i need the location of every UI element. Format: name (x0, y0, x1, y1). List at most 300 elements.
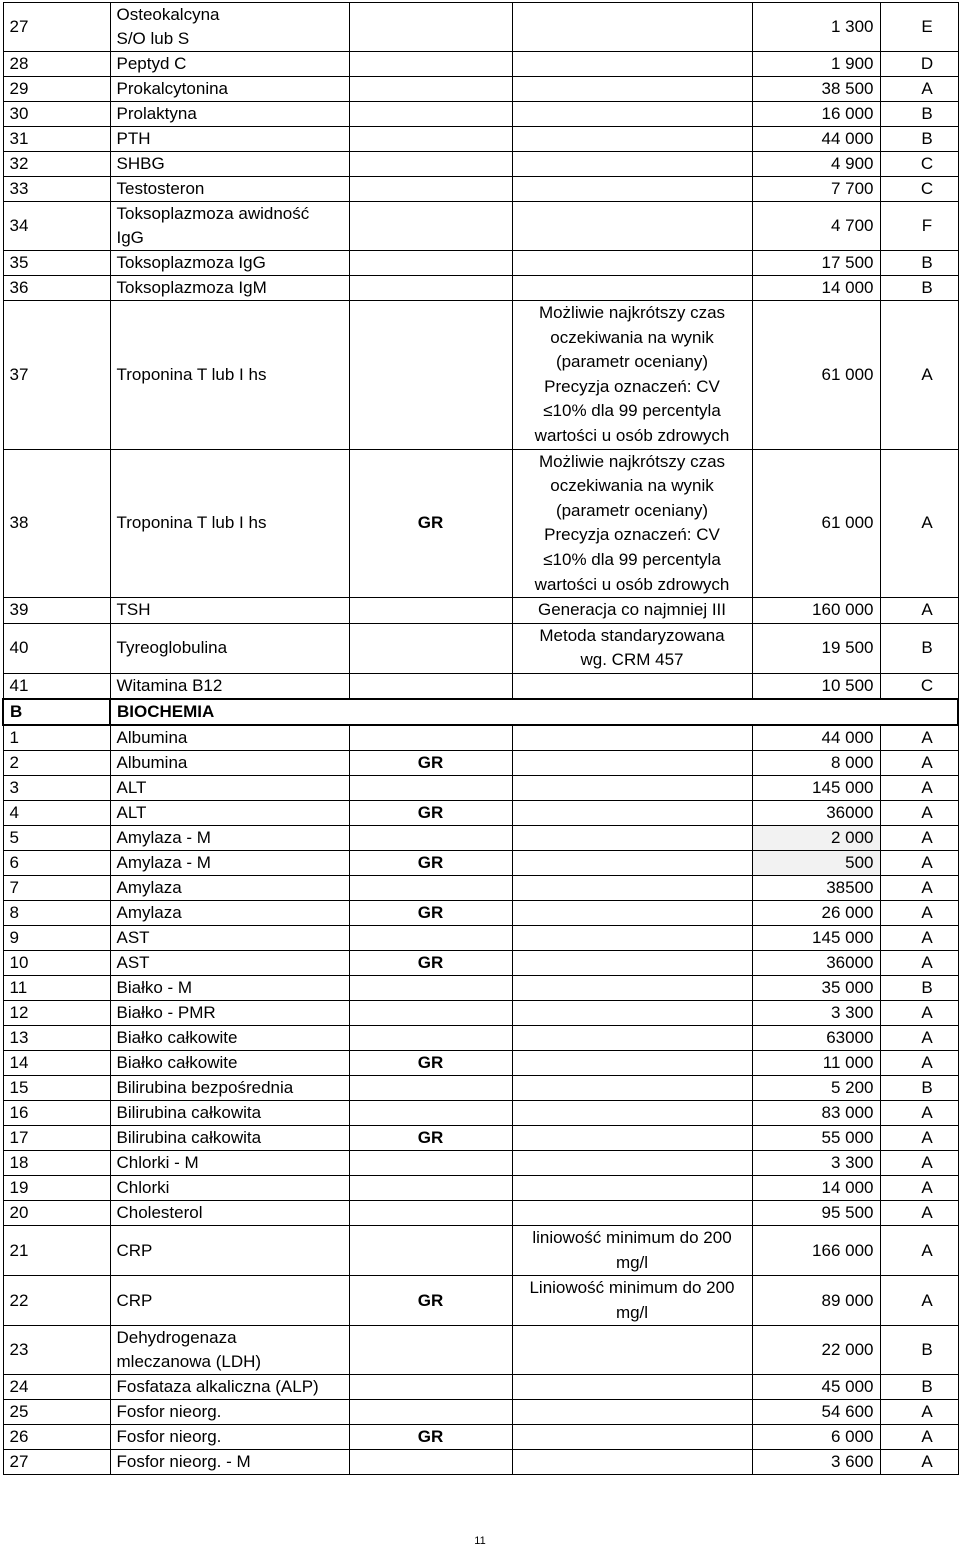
table-row (3, 1276, 958, 1326)
row-number: 24 (3, 1375, 110, 1400)
quantity: 45 000 (752, 1375, 880, 1400)
price-group: C (880, 177, 958, 202)
price-group: A (880, 1200, 958, 1225)
evaluated-parameter (512, 925, 752, 950)
quantity: 19 500 (752, 623, 880, 673)
evaluated-parameter (512, 750, 752, 775)
gr-marker (349, 1225, 512, 1275)
row-number: 12 (3, 1000, 110, 1025)
price-group: A (880, 950, 958, 975)
table-row (3, 1375, 958, 1400)
test-name: Fosfor nieorg. (110, 1400, 349, 1425)
row-number: 14 (3, 1050, 110, 1075)
gr-marker (349, 1000, 512, 1025)
test-name: CRP (110, 1276, 349, 1326)
row-number: 23 (3, 1326, 110, 1375)
test-name: Troponina T lub I hs (110, 449, 349, 598)
test-name: Troponina T lub I hs (110, 301, 349, 450)
test-name: Albumina (110, 725, 349, 751)
table-row (3, 202, 958, 251)
table-body-biochemia (3, 725, 958, 1475)
price-group: A (880, 301, 958, 450)
price-group: A (880, 449, 958, 598)
row-number: 26 (3, 1425, 110, 1450)
price-group: A (880, 875, 958, 900)
row-number: 29 (3, 77, 110, 102)
gr-marker: GR (349, 800, 512, 825)
table-row (3, 598, 958, 624)
test-name: SHBG (110, 152, 349, 177)
test-name: Prolaktyna (110, 102, 349, 127)
evaluated-parameter (512, 1050, 752, 1075)
evaluated-parameter (512, 52, 752, 77)
gr-marker (349, 127, 512, 152)
price-group: A (880, 598, 958, 624)
price-group: A (880, 1025, 958, 1050)
table-row (3, 900, 958, 925)
row-number: 22 (3, 1276, 110, 1326)
gr-marker (349, 1025, 512, 1050)
table-row (3, 1075, 958, 1100)
test-name: Witamina B12 (110, 673, 349, 699)
row-number: 34 (3, 202, 110, 251)
quantity: 83 000 (752, 1100, 880, 1125)
quantity: 36000 (752, 950, 880, 975)
evaluated-parameter (512, 1400, 752, 1425)
table-row (3, 623, 958, 673)
gr-marker (349, 1400, 512, 1425)
test-name: Toksoplazmoza awidność IgG (110, 202, 349, 251)
gr-marker (349, 276, 512, 301)
test-name: Fosfataza alkaliczna (ALP) (110, 1375, 349, 1400)
test-name: Amylaza (110, 875, 349, 900)
table-row (3, 925, 958, 950)
gr-marker (349, 775, 512, 800)
section-title: BIOCHEMIA (110, 699, 349, 725)
table-row (3, 1125, 958, 1150)
evaluated-parameter (512, 1000, 752, 1025)
page-number: 11 (474, 1535, 486, 1547)
evaluated-parameter (512, 800, 752, 825)
row-number: 2 (3, 750, 110, 775)
price-group: A (880, 1125, 958, 1150)
test-name: Osteokalcyna S/O lub S (110, 3, 349, 52)
gr-marker (349, 1450, 512, 1475)
price-group: A (880, 1150, 958, 1175)
evaluated-parameter (512, 102, 752, 127)
table-row (3, 1000, 958, 1025)
evaluated-parameter (512, 950, 752, 975)
test-name: ALT (110, 800, 349, 825)
price-group: A (880, 1100, 958, 1125)
price-group: A (880, 775, 958, 800)
test-name: Bilirubina całkowita (110, 1100, 349, 1125)
table-row (3, 52, 958, 77)
section-header-biochemia (3, 699, 958, 725)
row-number: 31 (3, 127, 110, 152)
gr-marker (349, 152, 512, 177)
gr-marker (349, 1375, 512, 1400)
evaluated-parameter (512, 1450, 752, 1475)
gr-marker (349, 598, 512, 624)
test-name: Fosfor nieorg. (110, 1425, 349, 1450)
gr-marker (349, 3, 512, 52)
table-row (3, 1175, 958, 1200)
gr-marker (349, 1100, 512, 1125)
quantity: 61 000 (752, 449, 880, 598)
price-group: B (880, 975, 958, 1000)
quantity: 95 500 (752, 1200, 880, 1225)
gr-marker: GR (349, 1125, 512, 1150)
gr-marker (349, 1326, 512, 1375)
quantity: 89 000 (752, 1276, 880, 1326)
gr-marker (349, 77, 512, 102)
test-name: Testosteron (110, 177, 349, 202)
price-group: A (880, 1425, 958, 1450)
test-name: Białko - PMR (110, 1000, 349, 1025)
quantity: 6 000 (752, 1425, 880, 1450)
table-row (3, 775, 958, 800)
test-name: Białko całkowite (110, 1050, 349, 1075)
test-name: Fosfor nieorg. - M (110, 1450, 349, 1475)
gr-marker: GR (349, 850, 512, 875)
quantity: 38 500 (752, 77, 880, 102)
evaluated-parameter (512, 251, 752, 276)
quantity: 160 000 (752, 598, 880, 624)
evaluated-parameter (512, 1150, 752, 1175)
row-number: 27 (3, 1450, 110, 1475)
table-row (3, 673, 958, 699)
row-number: 25 (3, 1400, 110, 1425)
evaluated-parameter (512, 177, 752, 202)
evaluated-parameter (512, 1200, 752, 1225)
quantity: 63000 (752, 1025, 880, 1050)
gr-marker (349, 875, 512, 900)
quantity: 61 000 (752, 301, 880, 450)
quantity: 2 000 (752, 825, 880, 850)
quantity: 14 000 (752, 276, 880, 301)
evaluated-parameter (512, 127, 752, 152)
price-group: F (880, 202, 958, 251)
quantity: 55 000 (752, 1125, 880, 1150)
table-row (3, 975, 958, 1000)
quantity: 16 000 (752, 102, 880, 127)
test-name: TSH (110, 598, 349, 624)
gr-marker (349, 1150, 512, 1175)
test-name: Toksoplazmoza IgM (110, 276, 349, 301)
row-number: 33 (3, 177, 110, 202)
gr-marker (349, 251, 512, 276)
table-row (3, 750, 958, 775)
row-number: 40 (3, 623, 110, 673)
evaluated-parameter (512, 975, 752, 1000)
table-row (3, 725, 958, 751)
table-row (3, 1425, 958, 1450)
gr-marker (349, 202, 512, 251)
table-row (3, 177, 958, 202)
evaluated-parameter (512, 1326, 752, 1375)
price-group: C (880, 152, 958, 177)
gr-marker (349, 1075, 512, 1100)
test-name: Albumina (110, 750, 349, 775)
gr-marker (349, 623, 512, 673)
row-number: 4 (3, 800, 110, 825)
row-number: 11 (3, 975, 110, 1000)
quantity: 10 500 (752, 673, 880, 699)
row-number: 13 (3, 1025, 110, 1050)
quantity: 17 500 (752, 251, 880, 276)
table-row (3, 3, 958, 52)
quantity: 22 000 (752, 1326, 880, 1375)
test-name: Dehydrogenaza mleczanowa (LDH) (110, 1326, 349, 1375)
price-group: A (880, 900, 958, 925)
evaluated-parameter (512, 1425, 752, 1450)
evaluated-parameter (512, 276, 752, 301)
test-name: Białko całkowite (110, 1025, 349, 1050)
quantity: 500 (752, 850, 880, 875)
test-name: Peptyd C (110, 52, 349, 77)
test-name: Amylaza (110, 900, 349, 925)
row-number: 21 (3, 1225, 110, 1275)
gr-marker: GR (349, 1425, 512, 1450)
quantity: 14 000 (752, 1175, 880, 1200)
test-name: Bilirubina całkowita (110, 1125, 349, 1150)
gr-marker: GR (349, 1050, 512, 1075)
table-body-continued (3, 3, 958, 699)
evaluated-parameter (512, 77, 752, 102)
price-group: A (880, 1175, 958, 1200)
price-group: A (880, 1400, 958, 1425)
table-row (3, 800, 958, 825)
quantity: 54 600 (752, 1400, 880, 1425)
quantity: 145 000 (752, 775, 880, 800)
evaluated-parameter (512, 1075, 752, 1100)
test-name: Prokalcytonina (110, 77, 349, 102)
row-number: 41 (3, 673, 110, 699)
evaluated-parameter (512, 1125, 752, 1150)
row-number: 17 (3, 1125, 110, 1150)
test-name: Amylaza - M (110, 850, 349, 875)
row-number: 15 (3, 1075, 110, 1100)
evaluated-parameter (512, 850, 752, 875)
evaluated-parameter (512, 3, 752, 52)
price-group: D (880, 52, 958, 77)
quantity: 145 000 (752, 925, 880, 950)
row-number: 27 (3, 3, 110, 52)
gr-marker: GR (349, 750, 512, 775)
test-name: AST (110, 925, 349, 950)
gr-marker: GR (349, 900, 512, 925)
price-group: B (880, 127, 958, 152)
gr-marker: GR (349, 1276, 512, 1326)
price-group: A (880, 1450, 958, 1475)
test-name: Chlorki - M (110, 1150, 349, 1175)
table-row (3, 77, 958, 102)
table-row (3, 276, 958, 301)
table-row (3, 1025, 958, 1050)
evaluated-parameter (512, 1175, 752, 1200)
table-row (3, 1326, 958, 1375)
evaluated-parameter: Metoda standaryzowana wg. CRM 457 (512, 623, 752, 673)
quantity: 3 300 (752, 1000, 880, 1025)
gr-marker (349, 673, 512, 699)
evaluated-parameter (512, 900, 752, 925)
table-row (3, 1050, 958, 1075)
quantity: 1 900 (752, 52, 880, 77)
price-group: B (880, 276, 958, 301)
row-number: 7 (3, 875, 110, 900)
table-row (3, 1200, 958, 1225)
test-name: Toksoplazmoza IgG (110, 251, 349, 276)
gr-marker (349, 975, 512, 1000)
quantity: 4 900 (752, 152, 880, 177)
evaluated-parameter (512, 725, 752, 751)
table-row (3, 102, 958, 127)
price-group: A (880, 1225, 958, 1275)
row-number: 20 (3, 1200, 110, 1225)
table-row (3, 1100, 958, 1125)
evaluated-parameter: Liniowość minimum do 200 mg/l (512, 1276, 752, 1326)
test-price-table (2, 2, 959, 1475)
table-row (3, 127, 958, 152)
gr-marker (349, 102, 512, 127)
price-group: B (880, 102, 958, 127)
table-row (3, 850, 958, 875)
test-name: PTH (110, 127, 349, 152)
gr-marker (349, 177, 512, 202)
evaluated-parameter (512, 673, 752, 699)
quantity: 35 000 (752, 975, 880, 1000)
row-number: 19 (3, 1175, 110, 1200)
quantity: 44 000 (752, 127, 880, 152)
evaluated-parameter: Generacja co najmniej III (512, 598, 752, 624)
table-row (3, 1225, 958, 1275)
quantity: 26 000 (752, 900, 880, 925)
quantity: 11 000 (752, 1050, 880, 1075)
evaluated-parameter: Możliwie najkrótszy czas oczekiwania na wynik (parametr oceniany) Precyzja oznaczeń: CV ≤10% dla 99 percentyla wartości u osób zdrowych (512, 449, 752, 598)
table-row (3, 1450, 958, 1475)
price-group: B (880, 1326, 958, 1375)
price-group: B (880, 1375, 958, 1400)
evaluated-parameter (512, 775, 752, 800)
section-code: B (3, 699, 110, 725)
price-group: A (880, 77, 958, 102)
quantity: 1 300 (752, 3, 880, 52)
quantity: 3 600 (752, 1450, 880, 1475)
test-name: Bilirubina bezpośrednia (110, 1075, 349, 1100)
table-row (3, 950, 958, 975)
table-row (3, 251, 958, 276)
row-number: 18 (3, 1150, 110, 1175)
price-group: A (880, 725, 958, 751)
table-row (3, 1150, 958, 1175)
price-group: A (880, 1276, 958, 1326)
test-name: Chlorki (110, 1175, 349, 1200)
table-row (3, 152, 958, 177)
price-group: C (880, 673, 958, 699)
test-name: AST (110, 950, 349, 975)
evaluated-parameter (512, 1025, 752, 1050)
price-group: B (880, 1075, 958, 1100)
test-name: Amylaza - M (110, 825, 349, 850)
row-number: 28 (3, 52, 110, 77)
price-group: B (880, 623, 958, 673)
table-row (3, 1400, 958, 1425)
test-name: Tyreoglobulina (110, 623, 349, 673)
price-group: A (880, 1000, 958, 1025)
row-number: 1 (3, 725, 110, 751)
quantity: 166 000 (752, 1225, 880, 1275)
test-name: Cholesterol (110, 1200, 349, 1225)
row-number: 9 (3, 925, 110, 950)
evaluated-parameter (512, 875, 752, 900)
quantity: 38500 (752, 875, 880, 900)
row-number: 36 (3, 276, 110, 301)
quantity: 36000 (752, 800, 880, 825)
test-name: CRP (110, 1225, 349, 1275)
table-row (3, 875, 958, 900)
row-number: 16 (3, 1100, 110, 1125)
price-group: A (880, 1050, 958, 1075)
price-group: A (880, 825, 958, 850)
quantity: 8 000 (752, 750, 880, 775)
row-number: 38 (3, 449, 110, 598)
gr-marker (349, 925, 512, 950)
table-row (3, 825, 958, 850)
row-number: 10 (3, 950, 110, 975)
row-number: 6 (3, 850, 110, 875)
table-row (3, 449, 958, 598)
evaluated-parameter (512, 152, 752, 177)
price-group: A (880, 925, 958, 950)
gr-marker (349, 52, 512, 77)
row-number: 35 (3, 251, 110, 276)
gr-marker: GR (349, 950, 512, 975)
quantity: 3 300 (752, 1150, 880, 1175)
quantity: 4 700 (752, 202, 880, 251)
evaluated-parameter (512, 202, 752, 251)
quantity: 7 700 (752, 177, 880, 202)
test-name: Białko - M (110, 975, 349, 1000)
evaluated-parameter (512, 1375, 752, 1400)
gr-marker: GR (349, 449, 512, 598)
row-number: 37 (3, 301, 110, 450)
gr-marker (349, 1200, 512, 1225)
row-number: 3 (3, 775, 110, 800)
price-group: A (880, 750, 958, 775)
gr-marker (349, 825, 512, 850)
price-group: B (880, 251, 958, 276)
price-group: A (880, 800, 958, 825)
quantity: 44 000 (752, 725, 880, 751)
row-number: 30 (3, 102, 110, 127)
gr-marker (349, 301, 512, 450)
evaluated-parameter: Możliwie najkrótszy czas oczekiwania na wynik (parametr oceniany) Precyzja oznaczeń: CV ≤10% dla 99 percentyla wartości u osób zdrowych (512, 301, 752, 450)
gr-marker (349, 725, 512, 751)
section-row (3, 699, 958, 725)
table-row (3, 301, 958, 450)
row-number: 39 (3, 598, 110, 624)
gr-marker (349, 1175, 512, 1200)
evaluated-parameter: liniowość minimum do 200 mg/l (512, 1225, 752, 1275)
evaluated-parameter (512, 825, 752, 850)
price-group: A (880, 850, 958, 875)
row-number: 32 (3, 152, 110, 177)
evaluated-parameter (512, 1100, 752, 1125)
row-number: 5 (3, 825, 110, 850)
test-name: ALT (110, 775, 349, 800)
quantity: 5 200 (752, 1075, 880, 1100)
